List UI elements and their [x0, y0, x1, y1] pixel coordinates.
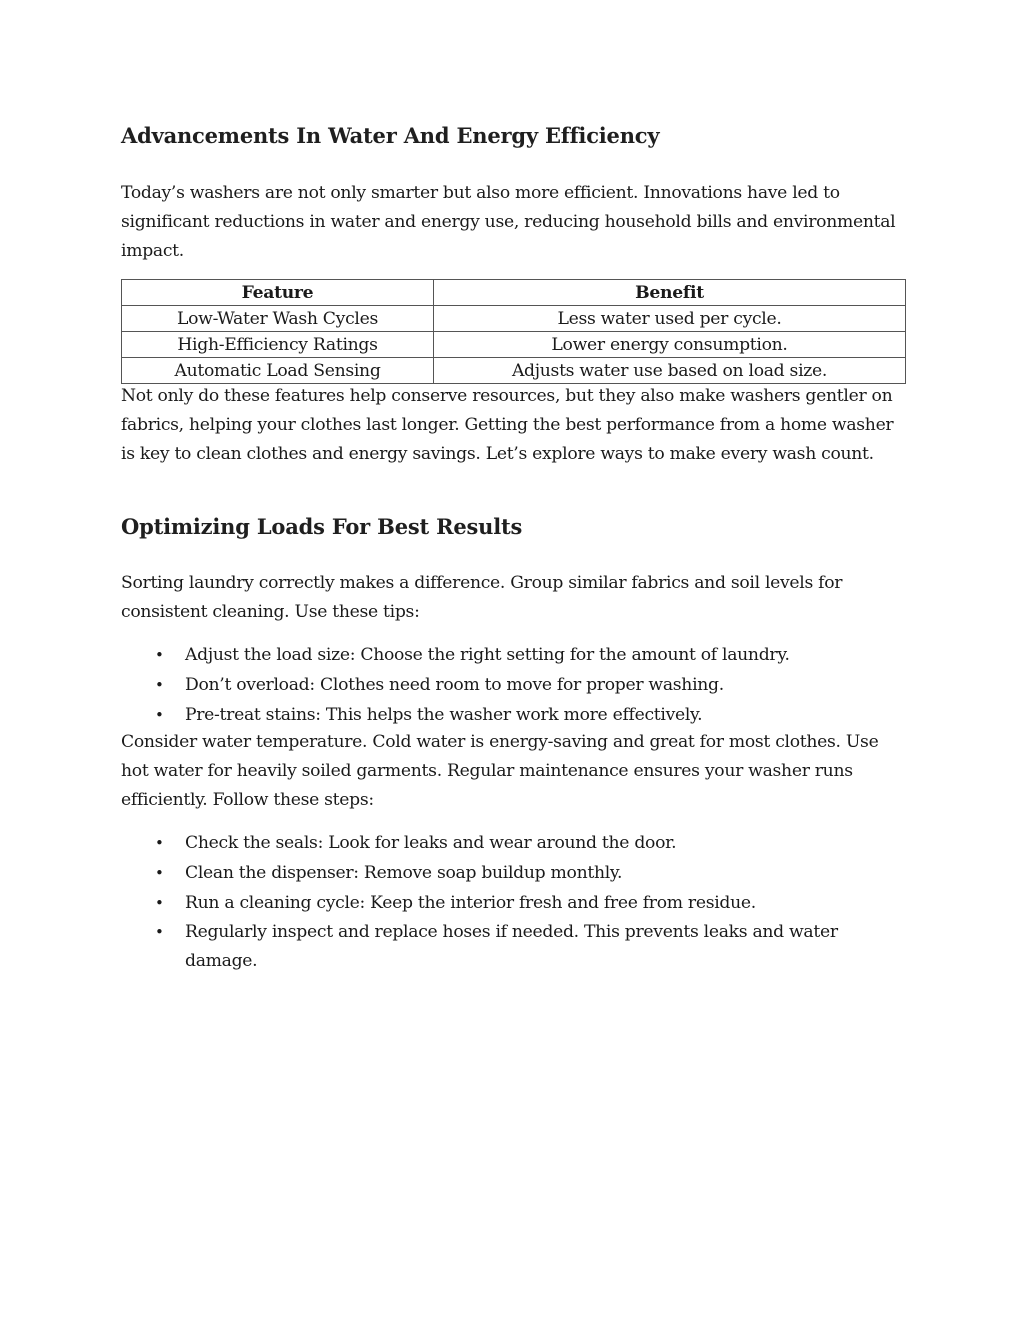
bullet-icon: • [155, 676, 164, 694]
bullet-icon: • [155, 646, 164, 664]
maintenance-steps-list [121, 828, 906, 976]
section-heading-optimizing: Optimizing Loads For Best Results [121, 514, 523, 539]
table-cell-benefit: Adjusts water use based on load size. [434, 358, 906, 384]
intro-paragraph: Today’s washers are not only smarter but also more efficient. Innovations have led to significant reductions in water and energy use, reducing household bills and environmental impact. [121, 183, 896, 261]
list-item-text: Run a cleaning cycle: Keep the interior fresh and free from residue. [185, 893, 756, 913]
tips-list [121, 640, 906, 730]
list-item-text: Clean the dispenser: Remove soap buildup monthly. [185, 863, 623, 883]
bullet-icon: • [155, 834, 164, 852]
bullet-icon: • [155, 864, 164, 882]
list-item [121, 700, 906, 730]
table-row [122, 332, 906, 358]
table-cell-feature: Low-Water Wash Cycles [122, 306, 434, 332]
table-row [122, 358, 906, 384]
bullet-icon: • [155, 706, 164, 724]
table-cell-benefit: Less water used per cycle. [434, 306, 906, 332]
table-row [122, 306, 906, 332]
list-item [121, 828, 906, 858]
table-header-feature: Feature [122, 280, 434, 306]
list-item-text: Regularly inspect and replace hoses if needed. This prevents leaks and water damage. [185, 922, 838, 971]
list-item [121, 670, 906, 700]
list-item [121, 918, 906, 976]
list-item [121, 640, 906, 670]
list-item [121, 858, 906, 888]
temperature-paragraph: Consider water temperature. Cold water is energy-saving and great for most clothes. Use hot water for heavily soiled garments. Regular maintenance ensures your washer runs efficiently. Follow these steps: [121, 732, 879, 810]
list-item-text: Adjust the load size: Choose the right setting for the amount of laundry. [185, 645, 790, 665]
sorting-paragraph: Sorting laundry correctly makes a difference. Group similar fabrics and soil levels for consistent cleaning. Use these tips: [121, 573, 843, 622]
feature-benefit-table [121, 279, 906, 384]
bullet-icon: • [155, 894, 164, 912]
table-header-benefit: Benefit [434, 280, 906, 306]
after-table-paragraph: Not only do these features help conserve resources, but they also make washers gentler on fabrics, helping your clothes last longer. Getting the best performance from a home washer is key to clean clothes and energy savings. Let’s explore ways to make every wash count. [121, 386, 894, 464]
table-cell-feature: Automatic Load Sensing [122, 358, 434, 384]
list-item-text: Check the seals: Look for leaks and wear around the door. [185, 833, 677, 853]
table-cell-feature: High-Efficiency Ratings [122, 332, 434, 358]
list-item-text: Pre-treat stains: This helps the washer work more effectively. [185, 705, 703, 725]
list-item [121, 888, 906, 918]
table-header-row [122, 280, 906, 306]
bullet-icon: • [155, 923, 164, 941]
list-item-text: Don’t overload: Clothes need room to move for proper washing. [185, 675, 724, 695]
section-heading-efficiency: Advancements In Water And Energy Efficiency [121, 123, 660, 148]
table-cell-benefit: Lower energy consumption. [434, 332, 906, 358]
